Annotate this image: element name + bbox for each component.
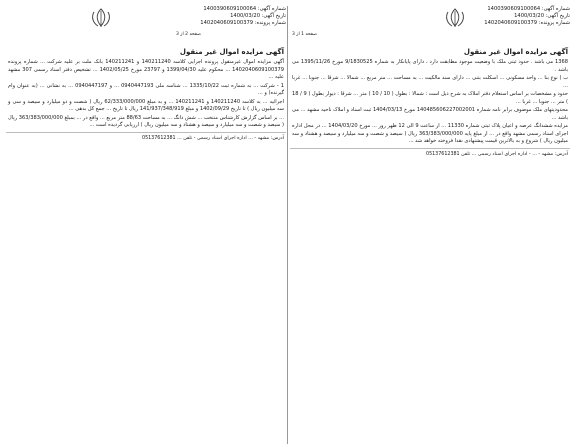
paragraph: ... بر اساس گزارش کارشناس منتخب ... شش دانگ ... به مساحت 88/63 متر مربع ... واقع در ... بمبلغ 363/383/000/000 ریال ( سیصد و شصت و سه میلیارد و سیصد و هشتاد و سه میلیون ریال ) ارزیابی گردیده است ...: [8, 114, 285, 128]
announcement-body: [290, 59, 570, 146]
emblem-icon: [86, 6, 116, 30]
page-number: صفحه 2 از 3: [176, 32, 201, 37]
left-page-header: [6, 6, 286, 46]
address-footer: آدرس: مشهد - ... - اداره اجرای اسناد رسمی ... تلفن 05137612381: [290, 148, 570, 158]
page-divider: [287, 6, 288, 444]
paragraph: محدودیتهای ملک موصوف برابر نامه شماره 140485606227002001 مورخ 1404/03/13 ثبت اسناد و املاک ناحیه مشهد ... می باشد ...: [292, 107, 568, 121]
paragraph: حدود و مشخصات بر اساس استعلام دفتر املاک به شرح ذیل است : شمالا : بطول ( 10 / 10 ) متر ... شرقا : دیوار بطول ( 9 / 18 ) متر ... جنوبا ... غربا ...: [292, 91, 568, 105]
announcement-title: آگهی مزایده اموال غیر منقول: [463, 48, 568, 56]
announcement-body: [6, 59, 286, 130]
file-number: شماره پرونده: 1402040609100379: [200, 20, 286, 26]
paragraph: اجرائیه ... به کلاسه 140211240 و 140211241 ... و به مبلغ 62/333/000/000 ریال ( شصت و دو میلیارد و سیصد و سی و سه میلیون ریال ) تا تاریخ 1402/09/29 و مبلغ 141/937/348/919 ریال تا تاریخ ... جمع کل بدهی ...: [8, 98, 284, 112]
address-footer: آدرس: مشهد - ... اداره اجرای اسناد رسمی - تلفن ... 05137612381: [6, 132, 286, 142]
announcement-number: شماره آگهی: 1400390609100064: [487, 6, 570, 12]
paragraph: 1 - شرکت ... به شماره ثبت 1335/10/22 ... شناسه ملی 0940447193 ... و 0940447197 ... به نشانی ... (به عنوان وام گیرنده) و ...: [8, 82, 284, 96]
right-page: [290, 6, 570, 444]
announcement-title: آگهی مزایده اموال غیر منقول: [179, 48, 284, 56]
emblem-icon: [440, 6, 470, 30]
paragraph: مزایده ششدانگ عرصه و اعیان پلاک ثبتی شماره 11330 ... از ساعت 9 الی 12 ظهر روز ... مورخ 1404/03/20 ... در محل اداره اجرای اسناد رسمی مشهد واقع در ... از مبلغ پایه 363/383/000/000 ریال ( سیصد و شصت و سه میلیارد و سیصد و هشتاد و سه میلیون ریال ) شروع و به بالاترین قیمت پیشنهادی نقدا فروخته خواهد شد ...: [292, 123, 569, 144]
file-number: شماره پرونده: 1402040609100379: [484, 20, 570, 26]
paragraph: آگهی مزایده اموال غیرمنقول پرونده اجرایی کلاسه 140211240 و 140211241 بانک ملت بر علیه شرکت ... شماره پرونده 1402040609100379 ... محکوم علیه 1399/04/30 و 23797 مورخ 1402/05/25 ... تشخیص دفتر اسناد رسمی 307 مشهد علیه ...: [8, 59, 284, 80]
paragraph: 1368 می باشد . حدود ثبتی ملک با وضعیت موجود مطابقت دارد ، دارای پایانکار به شماره 9/1830525 مورخ 1395/11/26 می باشد .: [292, 59, 569, 73]
page-number: صفحه 1 از 3: [292, 32, 317, 37]
announcement-meta: [484, 6, 570, 27]
left-page: [6, 6, 286, 444]
announcement-date: تاریخ آگهی: 1400/03/20: [230, 13, 286, 19]
announcement-number: شماره آگهی: 1400390609100064: [203, 6, 286, 12]
announcement-meta: [200, 6, 286, 27]
right-page-header: [290, 6, 570, 46]
announcement-date: تاریخ آگهی: 1400/03/20: [514, 13, 570, 19]
paragraph: ب ) نوع بنا ... واحد مسکونی ... اسکلت بتنی ... دارای سند مالکیت ... به مساحت ... متر مربع ... شمالا ... شرقا ... جنوبا ... غربا ...: [292, 75, 568, 89]
